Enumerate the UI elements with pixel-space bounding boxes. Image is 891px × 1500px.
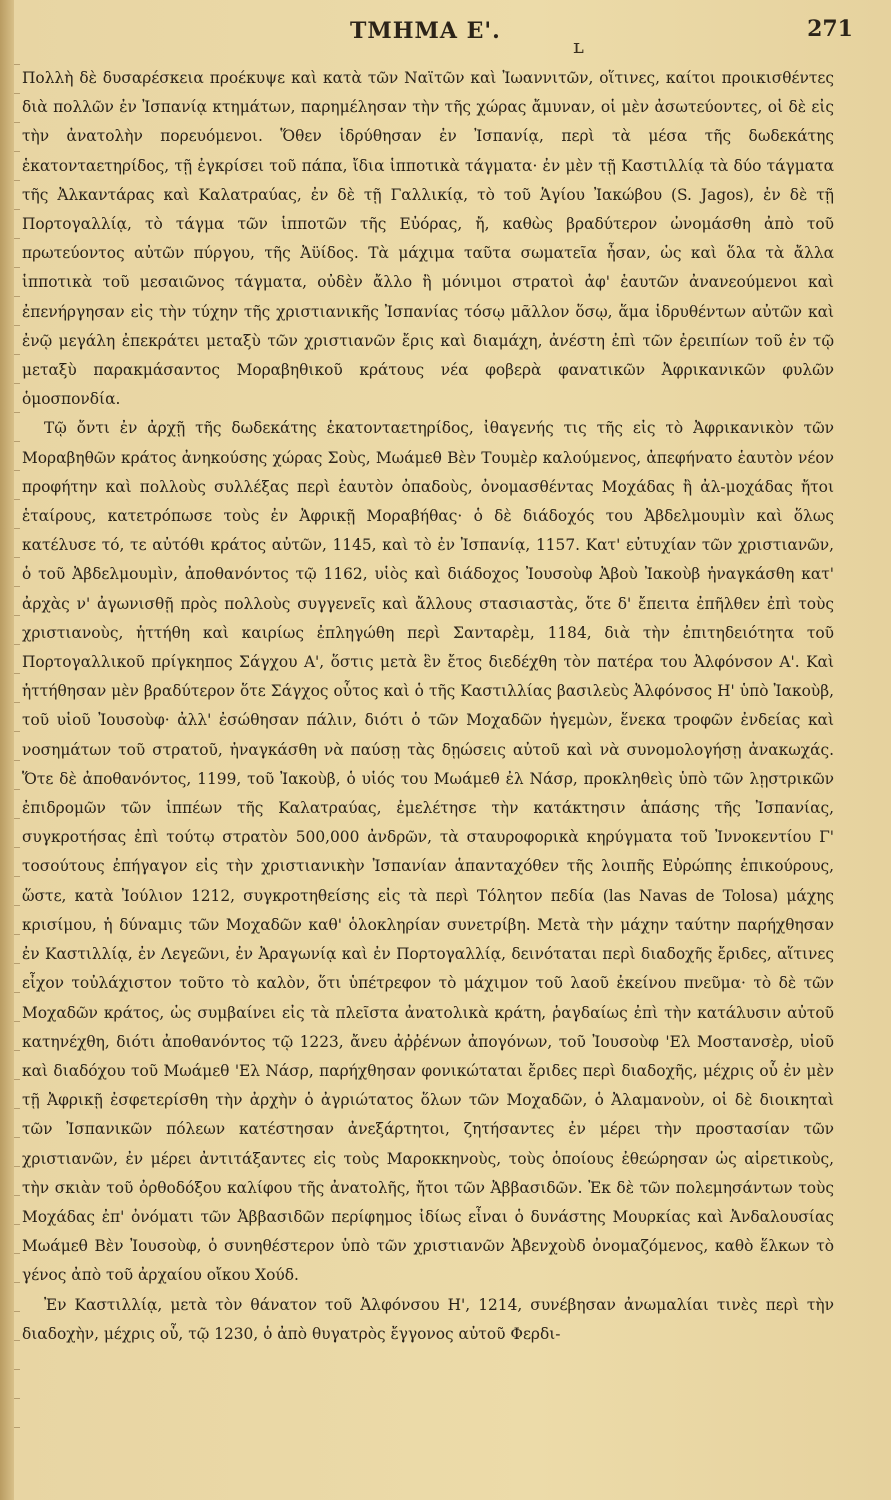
margin-tick: [14, 441, 20, 442]
margin-tick: [14, 818, 20, 819]
margin-tick: [14, 847, 20, 848]
margin-tick: [14, 122, 20, 123]
margin-tick: [14, 209, 20, 210]
body-text: [22, 64, 834, 1349]
margin-tick: [14, 557, 20, 558]
margin-tick: [14, 1369, 20, 1370]
margin-tick: [14, 789, 20, 790]
paragraph: Τῷ ὄντι ἐν ἀρχῇ τῆς δωδεκάτης ἑκατονταετηρίδος, ἰθαγενής τις τῆς εἰς τὸ Ἀφρικανικὸν τῶν Μοραβηθῶν κράτος ἀνηκούσης χώρας Σοὺς, Μωάμεθ Βὲν Τουμὲρ καλούμενος, ἀπεφήνατο ἑαυτὸν νέον προφήτην καὶ πολλοὺς συλλέξας περὶ ἑαυτὸν ὀπαδοὺς, ὀνομασθέντας Μοχάδας ἢ ἀλ-μοχάδας ἤτοι ἑταίρους, κατετρόπωσε τοὺς ἐν Ἀφρικῇ Μοραβήθας· ὁ δὲ διάδοχός του Ἀβδελμουμὶν καὶ ὅλως κατέλυσε τό, τε αὐτόθι κράτος αὐτῶν, 1145, καὶ τὸ ἐν Ἰσπανίᾳ, 1157. Κατ' εὐτυχίαν τῶν χριστιανῶν, ὁ τοῦ Ἀβδελμουμὶν, ἀποθανόντος τῷ 1162, υἱὸς καὶ διάδοχος Ἰουσοὺφ Ἀβοὺ Ἰακοὺβ ἠναγκάσθη κατ' ἀρχὰς ν' ἀγωνισθῇ πρὸς πολλοὺς συγγενεῖς καὶ ἄλλους στασιαστὰς, ὅτε δ' ἔπειτα ἐπῆλθεν ἐπὶ τοὺς χριστιανοὺς, ἡττήθη καὶ καιρίως ἐπληγώθη περὶ Σανταρὲμ, 1184, διὰ τὴν ἐπιτηδειότητα τοῦ Πορτογαλλικοῦ πρίγκηπος Σάγχου Α', ὅστις μετὰ ἓν ἔτος διεδέχθη τὸν πατέρα του Ἀλφόνσον Α'. Καὶ ἡττήθησαν μὲν βραδύτερον ὅτε Σάγχος οὗτος καὶ ὁ τῆς Καστιλλίας βασιλεὺς Ἀλφόνσος Η' ὑπὸ Ἰακοὺβ, τοῦ υἱοῦ Ἰουσοὺφ· ἀλλ' ἐσώθησαν πάλιν, διότι ὁ τῶν Μοχαδῶν ἡγεμὼν, ἕνεκα τροφῶν ἐνδείας καὶ νοσημάτων τοῦ στρατοῦ, ἠναγκάσθη νὰ παύσῃ τὰς δῃώσεις αὐτοῦ καὶ νὰ συνομολογήσῃ ἀνακωχάς. Ὅτε δὲ ἀποθανόντος, 1199, τοῦ Ἰακοὺβ, ὁ υἱός του Μωάμεθ ἐλ Νάσρ, προκληθεὶς ὑπὸ τῶν λῃστρικῶν ἐπιδρομῶν τῶν ἱππέων τῆς Καλατραύας, ἐμελέτησε τὴν κατάκτησιν ἁπάσης τῆς Ἰσπανίας, συγκροτήσας ἐπὶ τούτῳ στρατὸν 500,000 ἀνδρῶν, τὰ σταυροφορικὰ κηρύγματα τοῦ Ἰννοκεντίου Γ' τοσούτους ἐπήγαγον εἰς τὴν χριστιανικὴν Ἰσπανίαν ἁπανταχόθεν τῆς λοιπῆς Εὐρώπης ἐπικούρους, ὥστε, κατὰ Ἰούλιον 1212, συγκροτηθείσης εἰς τὰ περὶ Τόλητον πεδία (las Navas de Tolosa) μάχης κρισίμου, ἡ δύναμις τῶν Μοχαδῶν καθ' ὁλοκληρίαν συνετρίβη. Μετὰ τὴν μάχην ταύτην παρήχθησαν ἐν Καστιλλίᾳ, ἐν Λεγεῶνι, ἐν Ἀραγωνίᾳ καὶ ἐν Πορτογαλλίᾳ, δεινόταται περὶ διαδοχῆς ἔριδες, αἵτινες εἶχον τοὐλάχιστον τοῦτο τὸ καλὸν, ὅτι ὑπέτρεφον τὸ μάχιμον τοῦ λαοῦ ἐκείνου πνεῦμα· τὸ δὲ τῶν Μοχαδῶν κράτος, ὡς συμβαίνει εἰς τὰ πλεῖστα ἀνατολικὰ κράτη, ῥαγδαίως ἐπὶ τὴν κατάλυσιν αὐτοῦ κατηνέχθη, διότι ἀποθανόντος τῷ 1223, ἄνευ ἀῤῥένων ἀπογόνων, τοῦ Ἰουσοὺφ 'Ελ Μοστανσὲρ, υἱοῦ καὶ διαδόχου τοῦ Μωάμεθ 'Ελ Νάσρ, παρήχθησαν φονικώταται ἔριδες περὶ διαδοχῆς, μέχρις οὗ ἐν μὲν τῇ Ἀφρικῇ ἐσφετερίσθη τὴν ἀρχὴν ὁ ἀγριώτατος ὅλων τῶν Μοχαδῶν, ὁ Ἀλαμανοὺν, οἱ δὲ διοικηταὶ τῶν Ἰσπανικῶν πόλεων κατέστησαν ἀνεξάρτητοι, ζητήσαντες ἐν μέρει τὴν προστασίαν τῶν χριστιανῶν, ἐν μέρει ἀντιτάξαντες εἰς τοὺς Μαροκκηνοὺς, τοὺς ὁποίους ἐθεώρησαν ὡς αἱρετικοὺς, τὴν σκιὰν τοῦ ὀρθοδόξου καλίφου τῆς ἀνατολῆς, ἤτοι τῶν Ἀββασιδῶν. Ἐκ δὲ τῶν πολεμησάντων τοὺς Μοχάδας ἐπ' ὀνόματι τῶν Ἀββασιδῶν περίφημος ἰδίως εἶναι ὁ δυνάστης Μουρκίας καὶ Ἀνδαλουσίας Μωάμεθ Βὲν Ἰουσοὺφ, ὁ συνηθέστερον ὑπὸ τῶν χριστιανῶν Ἀβενχοὺδ ὀνομαζόμενος, καθὸ ἕλκων τὸ γένος ἀπὸ τοῦ ἀρχαίου οἴκου Χούδ.: [22, 419, 834, 1285]
margin-tick: [14, 1195, 20, 1196]
margin-tick: [14, 1253, 20, 1254]
margin-tick: [14, 528, 20, 529]
margin-tick: [14, 1108, 20, 1109]
margin-tick: [14, 1166, 20, 1167]
page-gutter: [0, 0, 14, 1500]
margin-tick: [14, 1050, 20, 1051]
paragraph: Πολλὴ δὲ δυσαρέσκεια προέκυψε καὶ κατὰ τῶν Ναϊτῶν καὶ Ἰωαννιτῶν, οἵτινες, καίτοι προικισθέντες διὰ πολλῶν ἐν Ἰσπανίᾳ κτημάτων, παρημέλησαν τὴν τῆς χώρας ἄμυναν, οἱ μὲν ἀσωτεύοντες, οἱ δὲ εἰς τὴν ἀνατολὴν πορευόμενοι. Ὅθεν ἱδρύθησαν ἐν Ἰσπανίᾳ, περὶ τὰ μέσα τῆς δωδεκάτης ἑκατονταετηρίδος, τῇ ἐγκρίσει τοῦ πάπα, ἴδια ἱπποτικὰ τάγματα· ἐν μὲν τῇ Καστιλλίᾳ τὰ δύο τάγματα τῆς Ἀλκαντάρας καὶ Καλατραύας, ἐν δὲ τῇ Γαλλικίᾳ, τὸ τοῦ Ἁγίου Ἰακώβου (S. Jagos), ἐν δὲ τῇ Πορτογαλλίᾳ, τὸ τάγμα τῶν ἱπποτῶν τῆς Εὐόρας, ἤ, καθὼς βραδύτερον ὠνομάσθη ἀπὸ τοῦ πρωτεύοντος αὐτῶν πύργου, τῆς Ἀϋίδος. Τὰ μάχιμα ταῦτα σωματεῖα ἦσαν, ὡς καὶ ὅλα τὰ ἄλλα ἱπποτικὰ τοῦ μεσαιῶνος τάγματα, οὐδὲν ἄλλο ἢ μόνιμοι στρατοὶ ἀφ' ἑαυτῶν ἀνανεούμενοι καὶ ἐπενήργησαν εἰς τὴν τύχην τῆς χριστιανικῆς Ἰσπανίας τόσῳ μᾶλλον ὅσῳ, ἅμα ἱδρυθέντων αὐτῶν καὶ ἐνῷ μεγάλη ἐπεκράτει μεταξὺ τῶν χριστιανῶν ἔρις καὶ διαμάχη, ἀνέστη ἐπὶ τῶν ἐρειπίων τοῦ ἐν τῷ μεταξὺ παρακμάσαντος Μοραβηθικοῦ κράτους νέα φοβερὰ φανατικῶν Ἀφρικανικῶν φυλῶν ὁμοσπονδία.: [22, 69, 834, 409]
margin-tick: [14, 876, 20, 877]
margin-tick: [14, 470, 20, 471]
margin-tick: [14, 1079, 20, 1080]
margin-tick: [14, 1021, 20, 1022]
margin-tick: [14, 267, 20, 268]
margin-rule: [14, 64, 22, 1484]
margin-tick: [14, 934, 20, 935]
margin-tick: [14, 673, 20, 674]
margin-tick: [14, 383, 20, 384]
margin-tick: [14, 93, 20, 94]
margin-tick: [14, 180, 20, 181]
margin-tick: [14, 499, 20, 500]
running-title: ΤΜΗΜΑ Ε'.: [350, 18, 501, 44]
margin-tick: [14, 412, 20, 413]
margin-tick: [14, 963, 20, 964]
margin-tick: [14, 1427, 20, 1428]
margin-tick: [14, 64, 20, 65]
paragraph: Ἐν Καστιλλίᾳ, μετὰ τὸν θάνατον τοῦ Ἀλφόνσου Η', 1214, συνέβησαν ἀνωμαλίαι τινὲς περὶ τὴν διαδοχὴν, μέχρις οὗ, τῷ 1230, ὁ ἀπὸ θυγατρὸς ἔγγονος αὐτοῦ Φερδι-: [22, 1295, 834, 1343]
margin-tick: [14, 615, 20, 616]
margin-tick: [14, 1398, 20, 1399]
margin-tick: [14, 1224, 20, 1225]
margin-tick: [14, 325, 20, 326]
margin-tick: [14, 992, 20, 993]
margin-tick: [14, 760, 20, 761]
margin-tick: [14, 1311, 20, 1312]
margin-tick: [14, 151, 20, 152]
margin-tick: [14, 354, 20, 355]
ink-mark-icon: ʟ: [573, 34, 584, 58]
margin-tick: [14, 1137, 20, 1138]
margin-tick: [14, 296, 20, 297]
margin-tick: [14, 238, 20, 239]
margin-tick: [14, 644, 20, 645]
margin-tick: [14, 905, 20, 906]
margin-tick: [14, 702, 20, 703]
margin-tick: [14, 1340, 20, 1341]
margin-tick: [14, 586, 20, 587]
page-header: [0, 16, 891, 58]
page-number: 271: [807, 16, 853, 42]
margin-tick: [14, 1282, 20, 1283]
margin-tick: [14, 731, 20, 732]
